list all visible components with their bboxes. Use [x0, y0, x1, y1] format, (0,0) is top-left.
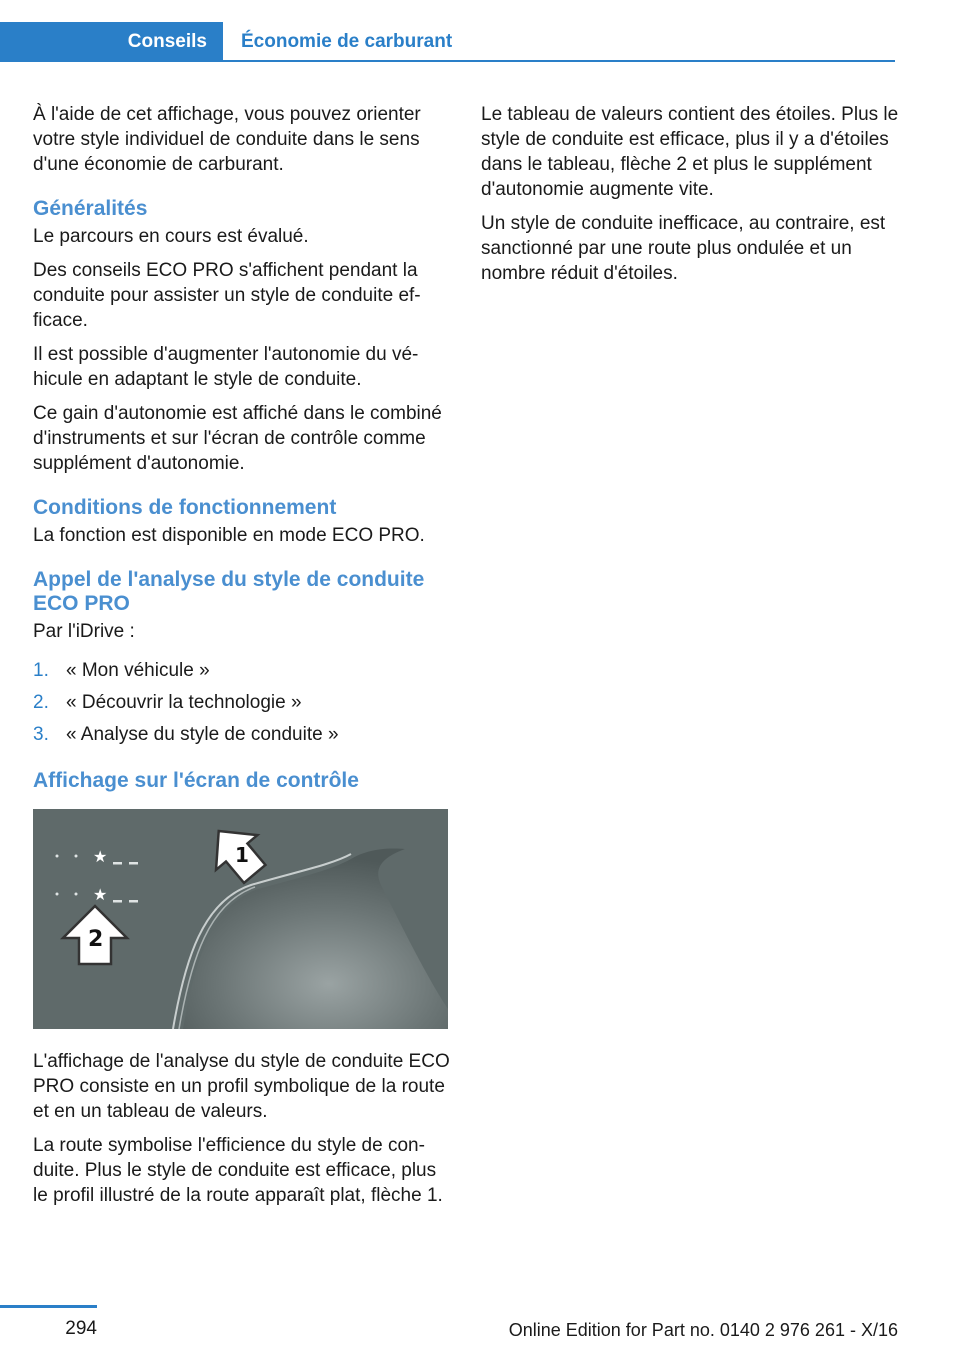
- chapter-title: Économie de carburant: [241, 31, 453, 52]
- svg-text:1: 1: [235, 843, 249, 867]
- list-item: [33, 722, 451, 747]
- right-column: [481, 102, 899, 295]
- paragraph-right-2: Un style de conduite inefficace, au contraire, est sanctionné par une route plus ondulée et un nombre réduit d'étoiles.: [481, 213, 886, 284]
- step-number: 1.: [33, 660, 49, 681]
- paragraph-affichage-1: L'affichage de l'analyse du style de conduite ECO PRO consiste en un profil symbolique de la route et en un tableau de valeurs.: [33, 1051, 450, 1122]
- footer-rule: [0, 1305, 97, 1308]
- page-header: [0, 22, 895, 62]
- heading-conditions: Conditions de fonctionnement: [33, 496, 337, 519]
- heading-affichage: Affichage sur l'écran de contrôle: [33, 769, 359, 792]
- paragraph-affichage-2: La route symbolise l'efficience du style de conduite. Plus le style de conduite est efficace, plus le profil illustré de la route apparaît plat, flèche 1.: [33, 1135, 443, 1206]
- steps-list: [33, 658, 451, 747]
- paragraph-general-1: Le parcours en cours est évalué.: [33, 226, 309, 247]
- paragraph-general-3: Il est possible d'augmenter l'autonomie du véhicule en adaptant le style de conduite.: [33, 344, 419, 390]
- heading-appel: Appel de l'analyse du style de conduite ECO PRO: [33, 568, 425, 615]
- eco-pro-display-figure: [33, 809, 448, 1029]
- intro-paragraph: À l'aide de cet affichage, vous pouvez orienter votre style individuel de conduite dans le sens d'une économie de carburant.: [33, 104, 421, 175]
- section-tab: Conseils: [0, 22, 223, 62]
- heading-generalites: Généralités: [33, 197, 148, 220]
- paragraph-general-4: Ce gain d'autonomie est affiché dans le combiné d'instruments et sur l'écran de contrôle comme supplément d'autonomie.: [33, 403, 442, 474]
- svg-text:2: 2: [88, 927, 104, 952]
- paragraph-conditions: La fonction est disponible en mode ECO PRO.: [33, 525, 425, 546]
- step-text: « Mon véhicule »: [66, 660, 210, 681]
- header-rule: [223, 60, 895, 62]
- step-text: « Analyse du style de conduite »: [66, 724, 339, 745]
- step-text: « Découvrir la technologie »: [66, 692, 302, 713]
- paragraph-appel: Par l'iDrive :: [33, 621, 135, 642]
- step-number: 3.: [33, 724, 49, 745]
- step-number: 2.: [33, 692, 49, 713]
- edition-text: Online Edition for Part no. 0140 2 976 261 - X/16: [508, 1320, 898, 1340]
- paragraph-right-1: Le tableau de valeurs contient des étoiles. Plus le style de conduite est efficace, plus il y a d'étoiles dans le tableau, flèche 2 et plus le supplément d'autonomie augmente vite.: [481, 104, 899, 200]
- svg-text:★: ★: [93, 847, 108, 866]
- left-column: [33, 102, 451, 1217]
- list-item: [33, 690, 451, 715]
- list-item: [33, 658, 451, 683]
- eco-pro-display-illustration: [33, 809, 448, 1029]
- svg-text:★: ★: [93, 885, 108, 904]
- page-number: 294: [65, 1318, 97, 1339]
- paragraph-general-2: Des conseils ECO PRO s'affichent pendant la conduite pour assister un style de conduite efficace.: [33, 260, 421, 331]
